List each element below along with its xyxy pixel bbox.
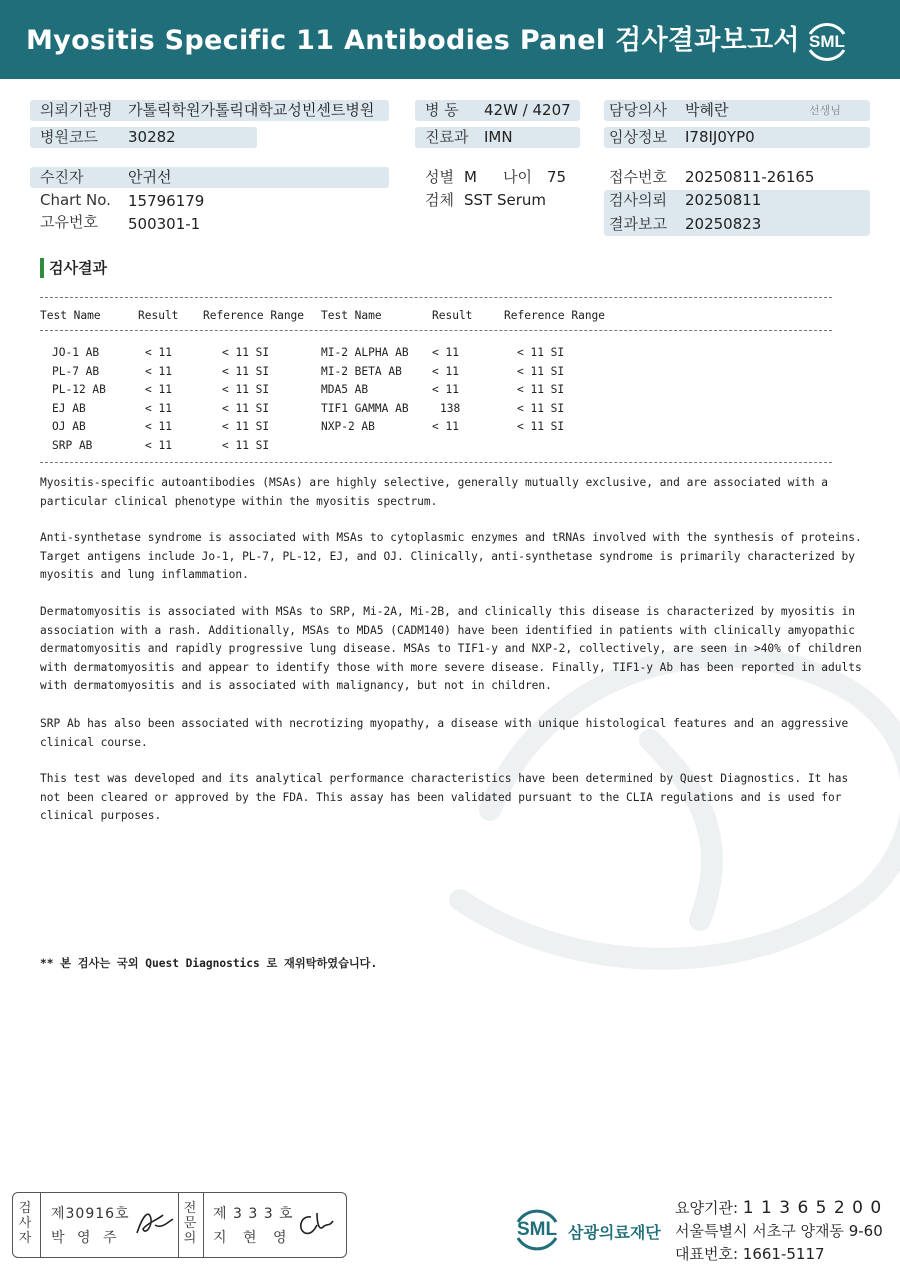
org-name: 삼광의료재단 xyxy=(568,1223,661,1242)
table-row-result: < 11 xyxy=(432,420,459,433)
table-row-ref: < 11 SI xyxy=(517,346,565,359)
org-code xyxy=(675,1198,882,1218)
examiner-label: 검 사 자 xyxy=(18,1201,32,1246)
clinical-label: 임상정보 xyxy=(609,128,667,146)
table-row-result: < 11 xyxy=(145,383,172,396)
dept-label: 진료과 xyxy=(425,128,469,146)
table-row-name: OJ AB xyxy=(52,420,86,433)
doctor-label: 담당의사 xyxy=(609,101,667,119)
receipt-label: 접수번호 xyxy=(609,168,667,186)
table-row-ref: < 11 SI xyxy=(222,346,270,359)
table-row-ref: < 11 SI xyxy=(517,401,565,415)
report-header xyxy=(0,0,900,79)
table-row-name: MI-2 BETA AB xyxy=(321,364,402,378)
ward-value: 42W / 4207 xyxy=(484,101,571,119)
org-phone-value: 1661-5117 xyxy=(742,1245,825,1263)
org-address: 서울특별시 서초구 양재동 9-60 xyxy=(675,1222,883,1240)
doctor-value: 박혜란 xyxy=(685,101,729,119)
specialist-signature-icon xyxy=(293,1207,337,1241)
table-row-result: < 11 xyxy=(432,383,459,396)
sex-value: M xyxy=(464,168,477,186)
institution-label: 의뢰기관명 xyxy=(40,101,113,119)
unique-label: 고유번호 xyxy=(40,213,98,231)
clinical-value: I78IJ0YP0 xyxy=(685,128,755,146)
table-row-ref: < 11 SI xyxy=(517,364,565,378)
specialist-license: 제 3 3 3 호 xyxy=(213,1206,294,1222)
col-test-name-1: Test Name xyxy=(40,309,101,322)
hospital-code-value: 30282 xyxy=(128,128,176,146)
paragraph-dermatomyositis: Dermatomyositis is associated with MSAs to SRP, Mi-2A, Mi-2B, and clinically this disease is characterized by myositis in association with a rash. Additionally, MSAs to MDA5 (CADM140) have been identified in patients with clinically amyopathic dermatomyositis and rapidly progressive lung disease. MSAs to TIF1-y and NXP-2, collectively, are seen in >40% of children with dermatomyositis and appear to identify those with more severe disease. Finally, TIF1-y Ab has been reported in adults with dermatomyositis and is associated with malignancy, but not in children. xyxy=(40,605,862,693)
examiner-license: 제30916호 xyxy=(51,1206,130,1222)
dept-value: IMN xyxy=(484,128,513,146)
specialist-name: 지 현 영 xyxy=(213,1230,293,1246)
request-value: 20250811 xyxy=(685,191,762,209)
table-row-ref: < 11 SI xyxy=(222,364,270,378)
paragraph-disclaimer: This test was developed and its analytical performance characteristics have been determined by Quest Diagnostics. It has not been cleared or approved by the FDA. This assay has been validated pursuant to the CLIA regulations and is used for clinical purposes. xyxy=(40,772,849,823)
sml-logo-icon xyxy=(800,14,854,68)
report-label: 결과보고 xyxy=(609,215,667,233)
patient-label: 수진자 xyxy=(40,168,84,186)
table-row-name: EJ AB xyxy=(52,401,86,415)
institution-value: 가톨릭학원가톨릭대학교성빈센트병원 xyxy=(128,101,375,119)
doctor-honorific: 선생님 xyxy=(809,104,841,117)
table-row-result: < 11 xyxy=(145,401,172,415)
header-logo-text: SML xyxy=(809,32,845,51)
chart-label: Chart No. xyxy=(40,191,111,209)
specimen-label: 검체 xyxy=(425,191,454,209)
col-reference-1: Reference Range xyxy=(203,309,305,322)
signature-divider xyxy=(178,1193,179,1257)
footnote: ** 본 검사는 국외 Quest Diagnostics 로 재위탁하였습니다. xyxy=(40,957,378,970)
table-row-result: < 11 xyxy=(145,346,172,359)
signature-box xyxy=(12,1192,347,1258)
paragraph-msa-intro: Myositis-specific autoantibodies (MSAs) are highly selective, generally mutually exclusive, and are associated with a particular clinical phenotype within the myositis spectrum. xyxy=(40,476,829,508)
table-row-name: TIF1 GAMMA AB xyxy=(321,401,409,415)
examiner-signature-icon xyxy=(133,1205,177,1241)
patient-bar xyxy=(30,167,389,188)
signature-divider xyxy=(203,1193,204,1257)
table-row-name: JO-1 AB xyxy=(52,346,100,359)
specimen-value: SST Serum xyxy=(464,191,547,209)
table-row-ref: < 11 SI xyxy=(222,438,270,452)
org-phone xyxy=(675,1244,825,1264)
table-row-result: 138 xyxy=(440,401,461,415)
chart-value: 15796179 xyxy=(128,192,205,210)
paragraph-srp: SRP Ab has also been associated with necrotizing myopathy, a disease with unique histological features and an aggressive clinical course. xyxy=(40,717,849,749)
table-row-name: NXP-2 AB xyxy=(321,420,375,433)
hospital-code-label: 병원코드 xyxy=(40,128,98,146)
section-marker xyxy=(40,258,44,278)
table-rule-bottom xyxy=(40,462,832,463)
report-value: 20250823 xyxy=(685,215,762,233)
unique-value: 500301-1 xyxy=(128,215,201,233)
table-row-result: < 11 xyxy=(145,438,172,452)
table-row-result: < 11 xyxy=(432,346,459,359)
org-logo-text: SML xyxy=(516,1219,558,1240)
table-row-name: MI-2 ALPHA AB xyxy=(321,346,409,359)
table-row-ref: < 11 SI xyxy=(222,383,270,396)
table-row-name: SRP AB xyxy=(52,438,93,452)
patient-value: 안귀선 xyxy=(128,168,172,186)
table-row-result: < 11 xyxy=(432,364,459,378)
section-title: 검사결과 xyxy=(49,259,107,277)
receipt-value: 20250811-26165 xyxy=(685,168,815,186)
request-label: 검사의뢰 xyxy=(609,191,667,209)
report-title: Myositis Specific 11 Antibodies Panel 검사결과보고서 xyxy=(26,25,800,56)
table-row-ref: < 11 SI xyxy=(222,401,270,415)
paragraph-antisynthetase: Anti-synthetase syndrome is associated with MSAs to cytoplasmic enzymes and tRNAs involved with the synthesis of proteins. Target antigens include Jo-1, PL-7, PL-12, EJ, and OJ. Clinically, anti-synthetase syndrome is primarily characterized by myositis and lung inflammation. xyxy=(40,531,862,582)
col-result-1: Result xyxy=(138,309,179,322)
table-row-ref: < 11 SI xyxy=(517,420,565,433)
org-logo-icon xyxy=(508,1200,566,1258)
table-row-result: < 11 xyxy=(145,364,172,378)
age-label: 나이 xyxy=(503,168,532,186)
org-code-value: 1 1 3 6 5 2 0 0 xyxy=(742,1198,883,1218)
org-code-label: 요양기관: xyxy=(675,1199,739,1217)
table-row-ref: < 11 SI xyxy=(222,420,270,433)
table-rule-header xyxy=(40,330,832,331)
table-row-name: MDA5 AB xyxy=(321,383,369,396)
table-row-result: < 11 xyxy=(145,420,172,433)
col-reference-2: Reference Range xyxy=(504,309,606,322)
sex-label: 성별 xyxy=(425,168,454,186)
org-phone-label: 대표번호: xyxy=(675,1245,739,1263)
table-row-ref: < 11 SI xyxy=(517,383,565,396)
age-value: 75 xyxy=(547,168,567,186)
table-rule-top xyxy=(40,297,832,298)
col-test-name-2: Test Name xyxy=(321,309,382,322)
signature-divider xyxy=(40,1193,41,1257)
table-row-name: PL-12 AB xyxy=(52,383,106,396)
ward-label: 병 동 xyxy=(425,101,459,119)
table-row-name: PL-7 AB xyxy=(52,364,100,378)
specialist-label: 전 문 의 xyxy=(183,1201,197,1246)
col-result-2: Result xyxy=(432,309,473,322)
examiner-name: 박 영 주 xyxy=(51,1230,121,1246)
